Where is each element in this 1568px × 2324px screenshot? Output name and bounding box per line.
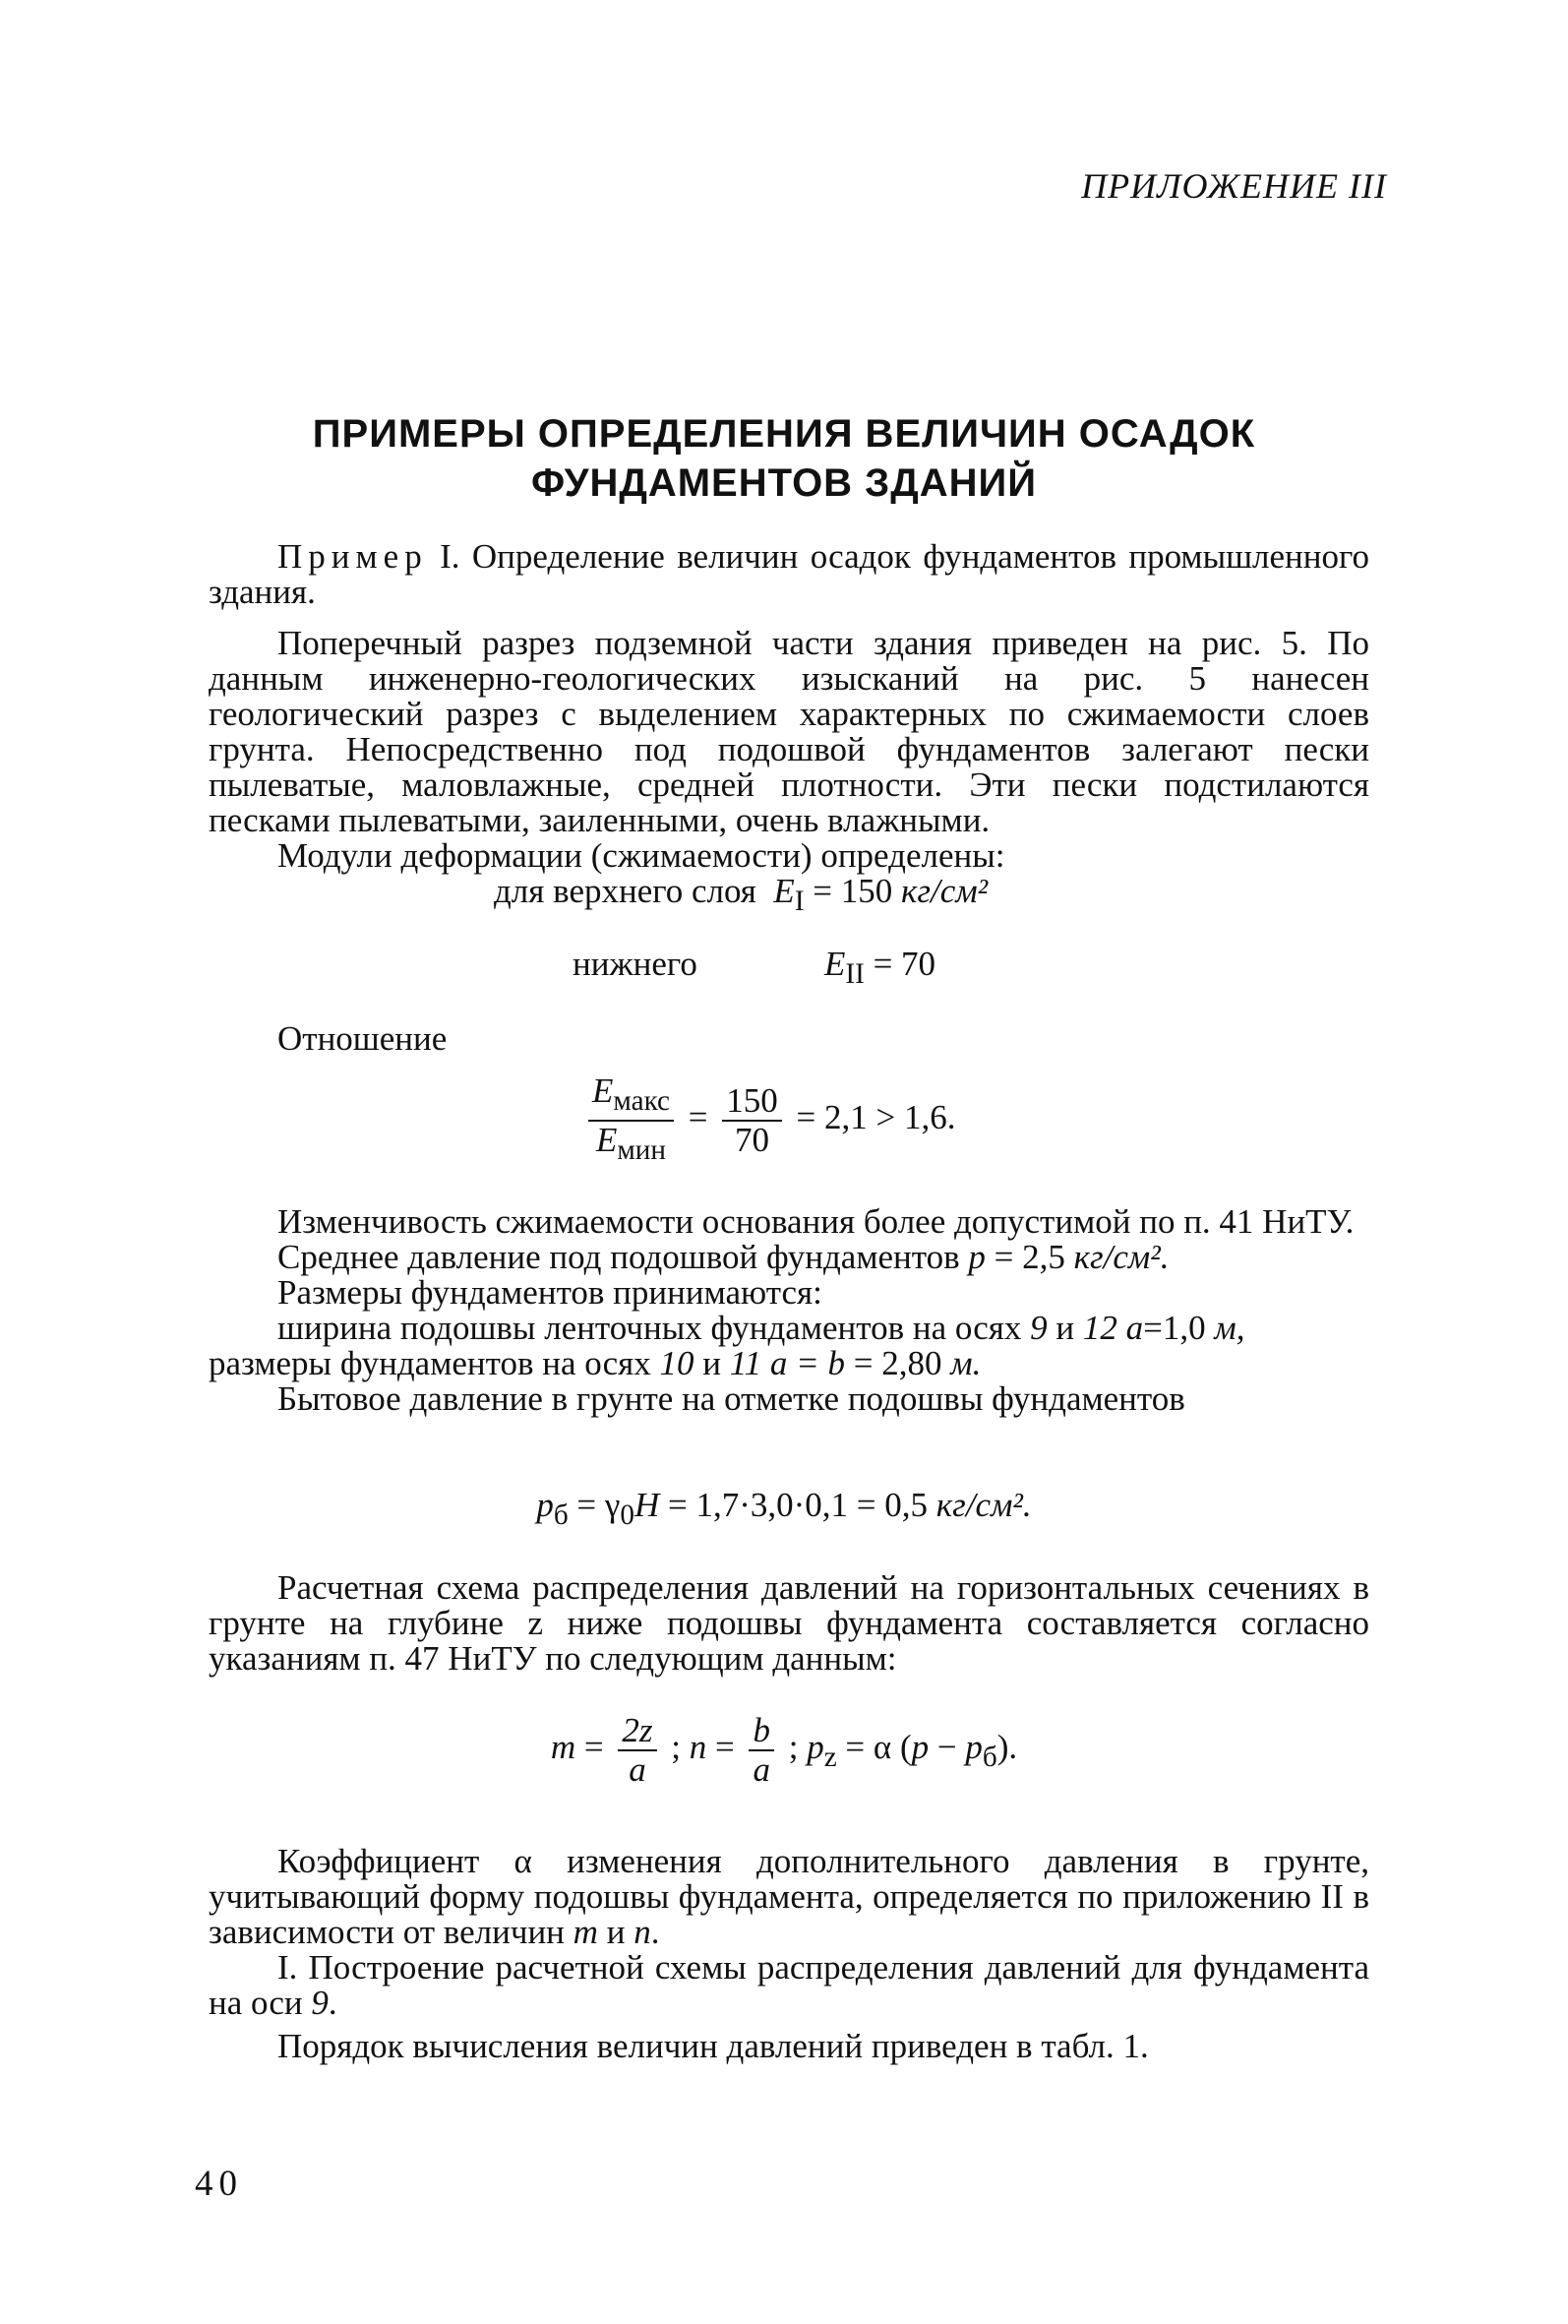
example-paragraph bbox=[209, 539, 1369, 610]
foundation-text bbox=[209, 1204, 1369, 1417]
page-number: 40 bbox=[195, 2164, 243, 2204]
title-line-1: ПРИМЕРЫ ОПРЕДЕЛЕНИЯ ВЕЛИЧИН ОСАДОК bbox=[312, 412, 1256, 456]
appendix-header: ПРИЛОЖЕНИЕ III bbox=[1081, 166, 1387, 206]
example-text: I. Определение величин осадок фундаментов промышленного здания. bbox=[209, 537, 1369, 611]
ratio-formula: $\frac{E_{макс}}{E_{мин}}$ = $\frac{150}{70}$ = 2,1 > 1,6. bbox=[582, 1072, 955, 1169]
scheme-paragraph: Расчетная схема распределения давлений на горизонтальных сечениях в грунте на глубине z ниже подошвы фундамента составляется согласно указаниям п. 47 НиТУ по следующим данным: bbox=[209, 1568, 1369, 1678]
pressure-paragraph: Среднее давление под подошвой фундаментов p = 2,5 кг/см². bbox=[277, 1238, 1170, 1276]
sizes-paragraph: Размеры фундаментов принимаются: bbox=[277, 1273, 822, 1312]
column-size-paragraph: размеры фундаментов на осях 10 и 11 a = b = 2,80 м. bbox=[209, 1344, 982, 1382]
modulus-upper: для верхнего слоя $E_I = 150$ кг/см² bbox=[494, 872, 989, 917]
scheme-text bbox=[209, 1570, 1369, 1677]
example-label: Пример bbox=[277, 537, 428, 576]
construction-paragraph: I. Построение расчетной схемы распределения давлений для фундамента на оси 9. bbox=[209, 1948, 1369, 2022]
strip-width-paragraph: ширина подошвы ленточных фундаментов на осях 9 и 12 a=1,0 м, bbox=[277, 1309, 1245, 1347]
title-line-2: ФУНДАМЕНТОВ ЗДАНИЙ bbox=[530, 461, 1038, 505]
formula-m-n: m = $\frac{2z}{a}$ ; n = $\frac{b}{a}$ ; $p_z = \alpha$ $(p - p_б)$. bbox=[550, 1711, 1018, 1789]
intro-text bbox=[209, 539, 1369, 874]
ratio-label: Отношение bbox=[277, 1019, 448, 1058]
section-title bbox=[0, 409, 1568, 508]
modulus-lower: $E_{II} = 70$ bbox=[824, 945, 936, 990]
modulus-lower-label: нижнего bbox=[573, 945, 697, 983]
variability-paragraph: Изменчивость сжимаемости основания более допустимой по п. 41 НиТУ. bbox=[277, 1202, 1355, 1241]
ratio-fraction-symbols: $\frac{E_{макс}}{E_{мин}}$ bbox=[588, 1072, 674, 1169]
formula-natural-pressure: $p_б = \gamma_0H = 1,7\cdot 3,0\cdot 0,1 = 0,5$ кг/см². bbox=[536, 1486, 1032, 1531]
table-reference-paragraph: Порядок вычисления величин давлений приведен в табл. 1. bbox=[277, 2027, 1149, 2065]
coefficient-text bbox=[209, 1844, 1369, 2064]
moduli-paragraph: Модули деформации (сжимаемости) определены: bbox=[277, 836, 1005, 875]
ratio-fraction-values: $\frac{150}{70}$ bbox=[722, 1082, 782, 1159]
section-paragraph: Поперечный разрез подземной части здания приведен на рис. 5. По данным инженерно-геологических изысканий на рис. 5 нанесен геологический разрез с выделением характерных по сжимаемости слоев грунта. Непосредственно под подошвой фундаментов залегают пески пылеватые, маловлажные, средней плотности. Эти пески подстилаются песками пылеватыми, заиленными, очень влажными. bbox=[209, 624, 1369, 839]
natural-pressure-paragraph: Бытовое давление в грунте на отметке подошвы фундаментов bbox=[277, 1379, 1185, 1418]
coefficient-paragraph: Коэффициент α изменения дополнительного давления в грунте, учитывающий форму подошвы фундамента, определяется по приложению II в зависимости от величин m и n. bbox=[209, 1842, 1369, 1951]
